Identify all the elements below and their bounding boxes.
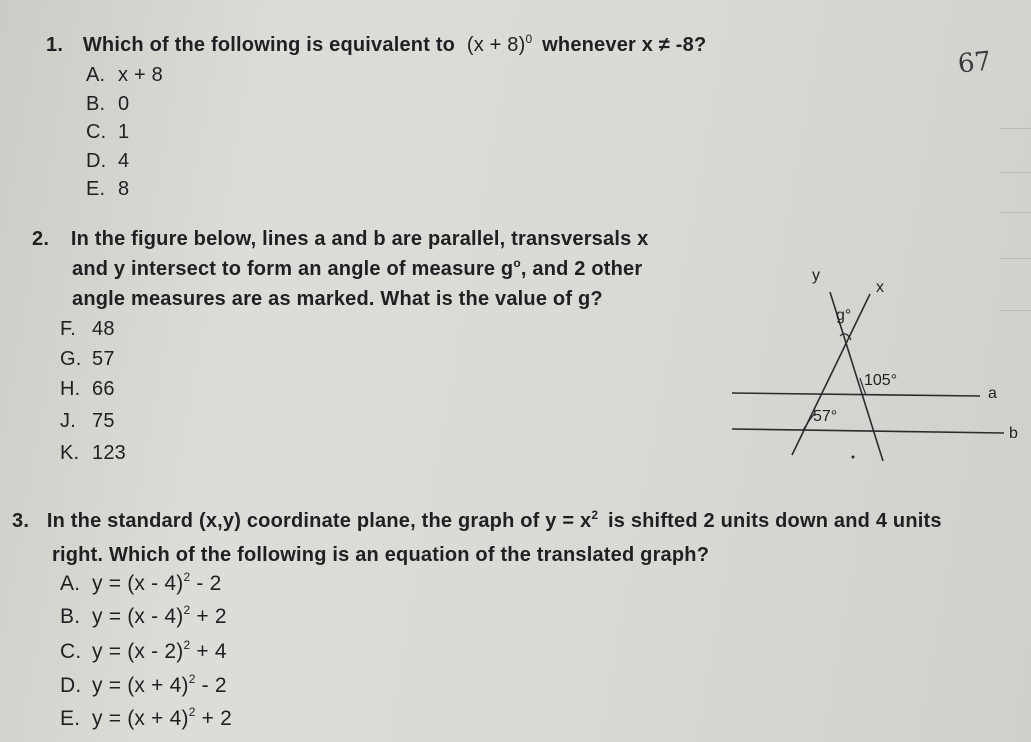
q3-option-d[interactable]	[60, 674, 227, 698]
exponent-2: 2	[591, 508, 599, 522]
option-label: A.	[60, 572, 81, 595]
handwritten-mark: 67	[956, 46, 993, 80]
question-1-text-a: Which of the following is equivalent to	[82, 34, 456, 56]
q3-option-a[interactable]	[60, 572, 222, 596]
label-a: a	[988, 385, 997, 402]
option-label: C.	[86, 121, 107, 143]
option-tail: + 2	[201, 707, 233, 730]
option-label: J.	[60, 410, 76, 432]
label-angle-105: 105°	[864, 372, 898, 389]
label-y: y	[812, 267, 820, 284]
question-3-line-1	[12, 510, 942, 533]
label-angle-g: g°	[836, 307, 852, 324]
option-exponent: 2	[183, 638, 191, 652]
question-3-number: 3.	[12, 510, 30, 532]
label-angle-57: 57°	[813, 408, 838, 425]
option-label: C.	[60, 640, 82, 663]
option-label: K.	[60, 442, 80, 464]
option-text: 57	[92, 348, 115, 370]
option-label: D.	[86, 150, 107, 172]
option-text: x + 8	[118, 64, 163, 86]
option-text: 123	[92, 442, 126, 464]
option-text: 48	[92, 318, 115, 340]
line-a	[732, 393, 980, 396]
option-tail: - 2	[196, 572, 222, 595]
option-exponent: 2	[188, 672, 196, 686]
option-label: B.	[60, 605, 81, 628]
option-label: H.	[60, 378, 81, 400]
option-exponent: 2	[183, 570, 191, 584]
question-2-number: 2.	[32, 228, 50, 250]
question-3-text-1a: In the standard (x,y) coordinate plane, the graph of y = x	[46, 510, 592, 532]
option-base: y = (x - 4)	[92, 605, 184, 628]
q3-option-e[interactable]	[60, 707, 232, 731]
label-x: x	[876, 279, 884, 296]
line-b	[732, 429, 1004, 433]
option-text: 1	[118, 121, 130, 143]
option-base: y = (x - 2)	[92, 640, 184, 663]
degree-mark: o	[513, 256, 521, 270]
option-base: y = (x - 4)	[92, 572, 184, 595]
expression-exponent: 0	[525, 32, 533, 46]
option-label: E.	[86, 178, 106, 200]
option-text: 75	[92, 410, 115, 432]
option-label: E.	[60, 707, 81, 730]
question-2-text-1: In the figure below, lines a and b are parallel, transversals x	[70, 228, 649, 250]
question-3-line-2: right. Which of the following is an equation of the translated graph?	[52, 544, 710, 566]
question-2-text-2a: and y intersect to form an angle of measure g	[72, 258, 514, 280]
stray-dot	[852, 456, 855, 459]
option-text: 66	[92, 378, 115, 400]
question-2-text-2b: , and 2 other	[520, 258, 643, 280]
question-1-number: 1.	[46, 34, 64, 56]
option-tail: + 2	[196, 605, 227, 628]
question-3-text-1b: is shifted 2 units down and 4 units	[607, 510, 942, 532]
q3-option-c[interactable]	[60, 640, 227, 664]
expression-base: (x + 8)	[466, 34, 526, 56]
question-1-text-b: whenever x ≠ -8?	[542, 34, 707, 56]
option-tail: - 2	[201, 674, 227, 697]
option-text: 4	[118, 150, 130, 172]
option-label: F.	[60, 318, 76, 340]
option-label: G.	[60, 348, 82, 370]
option-label: D.	[60, 674, 82, 697]
label-b: b	[1009, 425, 1018, 442]
option-exponent: 2	[183, 603, 191, 617]
option-exponent: 2	[188, 705, 196, 719]
option-label: B.	[86, 93, 106, 115]
option-text: 0	[118, 93, 130, 115]
option-base: y = (x + 4)	[92, 674, 189, 697]
option-base: y = (x + 4)	[92, 707, 189, 730]
q3-option-b[interactable]	[60, 605, 227, 629]
option-tail: + 4	[196, 640, 227, 663]
question-2-line-3: angle measures are as marked. What is the value of g?	[72, 288, 603, 310]
option-text: 8	[118, 178, 130, 200]
option-label: A.	[86, 64, 106, 86]
